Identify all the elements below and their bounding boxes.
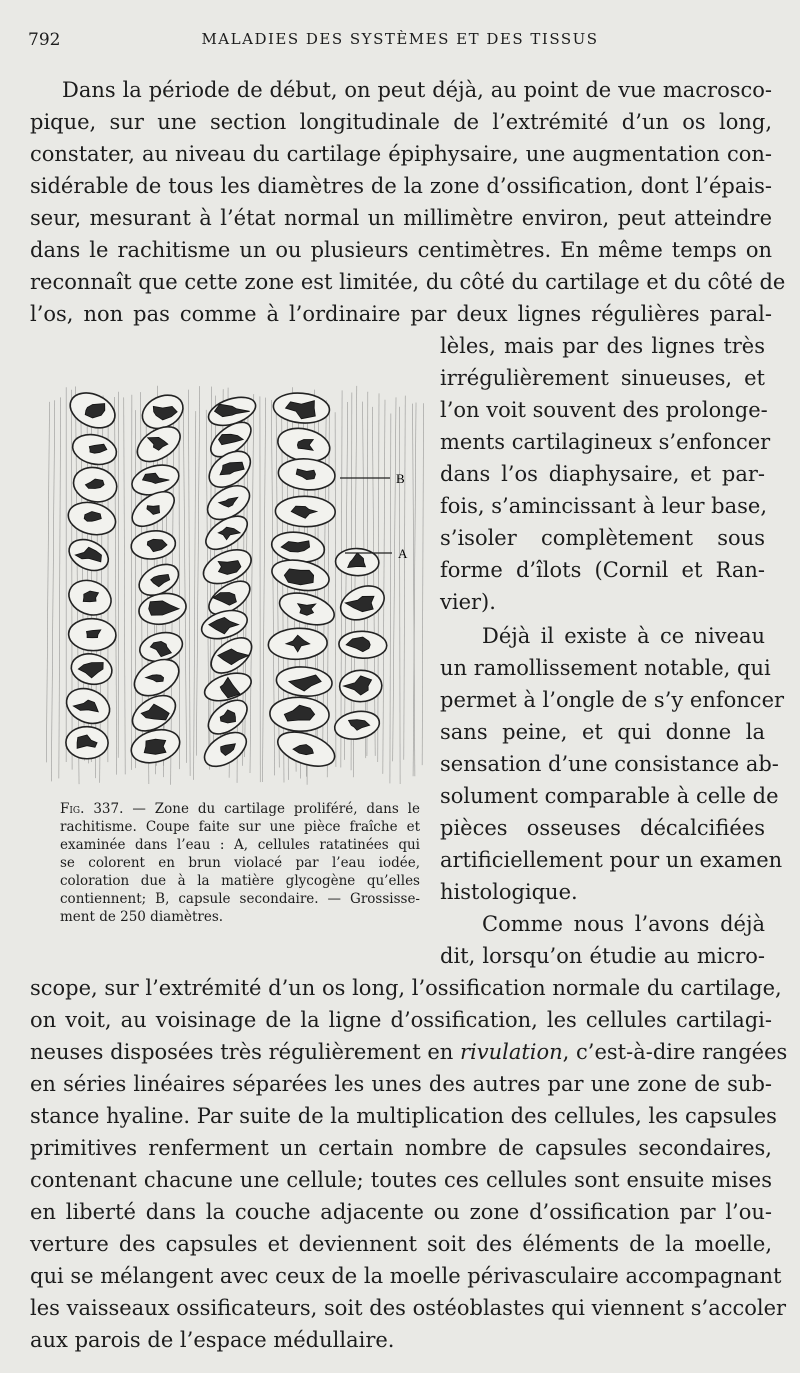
text-line: en séries linéaires séparées les unes des autres par une zone de sub- [30, 1072, 772, 1096]
caption-line: contiennent; B, capsule secondaire. — Grossisse- [60, 891, 420, 907]
running-title: MALADIES DES SYSTÈMES ET DES TISSUS [201, 30, 599, 48]
text-line: Comme nous l’avons déjà [482, 912, 765, 936]
hatch-line [124, 397, 125, 774]
figure-caption: Fig. 337. — Zone du cartilage proliféré, dans le rachitisme. Coupe faite sur une pièce fraîche et examinée dans l’eau : A, cellules ratatinées qui se colorent en brun violacé par l’eau iodée, coloration due à la matière glycogène qu’elles contiennent; B, capsule secondaire. — Grossisse- ment de 250 diamètres. [60, 801, 420, 925]
text-line: en liberté dans la couche adjacente ou zone d’ossification par l’ou- [30, 1200, 772, 1224]
hatch-line [404, 396, 405, 760]
text-line: l’on voit souvent des prolonge- [440, 398, 768, 422]
hatch-line [341, 390, 342, 767]
cell-nucleus [144, 739, 166, 754]
text-line: aux parois de l’espace médullaire. [30, 1328, 395, 1352]
text-line: sensation d’une consistance ab- [440, 752, 779, 776]
text-line: pièces osseuses décalcifiées [440, 816, 765, 840]
text-line: seur, mesurant à l’état normal un millimètre environ, peut atteindre [30, 206, 772, 230]
hatch-line [372, 407, 375, 756]
text-line: fois, s’amincissant à leur base, [440, 494, 767, 518]
hatch-line [51, 400, 54, 781]
text-line: scope, sur l’extrémité d’un os long, l’ossification normale du cartilage, [30, 976, 782, 1000]
text-line: histologique. [440, 880, 578, 904]
text-line: verture des capsules et deviennent soit des éléments de la moelle, [30, 1232, 772, 1256]
text-line: constater, au niveau du cartilage épiphysaire, une augmentation con- [30, 142, 772, 166]
hatch-line [179, 411, 180, 769]
caption-line: coloration due à la matière glycogène qu’elles [60, 873, 420, 889]
hatch-line [393, 397, 396, 761]
hatch-line [378, 393, 379, 762]
text-line: dit, lorsqu’on étudie au micro- [440, 944, 765, 968]
hatch-line [171, 398, 174, 784]
text-line: les vaisseaux ossificateurs, soit des ostéoblastes qui viennent s’accoler [30, 1296, 787, 1320]
text-line: irrégulièrement sinueuses, et [440, 366, 765, 390]
text-line: ments cartilagineux s’enfoncer [440, 430, 771, 454]
text-line: permet à l’ongle de s’y enfoncer [440, 688, 785, 712]
hatch-line [383, 400, 385, 774]
text-line: sidérable de tous les diamètres de la zone d’ossification, dont l’épais- [30, 174, 772, 198]
caption-line: examinée dans l’eau : A, cellules ratatinées qui [60, 837, 420, 853]
hatch-line [390, 413, 391, 783]
cell-nucleus [284, 569, 313, 585]
text-line: reconnaît que cette zone est limitée, du côté du cartilage et du côté de [30, 270, 786, 294]
text-line: neuses disposées très régulièrement en rivulation, c’est-à-dire rangées [30, 1040, 788, 1064]
italic-term: rivulation [459, 1040, 563, 1064]
hatch-line [196, 386, 199, 756]
text-line: artificiellement pour un examen [440, 848, 783, 872]
running-header [28, 30, 772, 56]
text-line: s’isoler complètement sous [440, 526, 765, 550]
text-line: lèles, mais par des lignes très [440, 334, 765, 358]
text-line: l’os, non pas comme à l’ordinaire par deux lignes régulières paral- [30, 302, 772, 326]
page-number: 792 [28, 30, 61, 50]
text-line: sans peine, et qui donne la [440, 720, 765, 744]
hatch-line [250, 394, 254, 773]
cartilage-figure [40, 375, 432, 795]
text-line: on voit, au voisinage de la ligne d’ossification, les cellules cartilagi- [30, 1008, 772, 1032]
caption-line: rachitisme. Coupe faite sur une pièce fraîche et [60, 819, 420, 835]
text-line: contenant chacune une cellule; toutes ces cellules sont ensuite mises [30, 1168, 772, 1192]
hatch-line [422, 403, 423, 765]
text-line: dans le rachitisme un ou plusieurs centimètres. En même temps on [30, 238, 772, 262]
hatch-line [363, 402, 366, 759]
hatch-line [188, 390, 190, 776]
text-line: dans l’os diaphysaire, et par- [440, 462, 765, 486]
hatch-line [206, 410, 209, 759]
text-line: forme d’îlots (Cornil et Ran- [440, 558, 765, 582]
text-line: pique, sur une section longitudinale de l’extrémité d’un os long, [30, 110, 772, 134]
hatch-line [344, 402, 347, 760]
hatch-line [263, 398, 266, 782]
label-b: B [396, 471, 405, 486]
hatch-line [399, 407, 400, 784]
text-line: Déjà il existe à ce niveau [482, 624, 765, 648]
hatch-line [335, 412, 336, 767]
figure-label: Fig. 337. [60, 801, 124, 817]
caption-line: ment de 250 diamètres. [60, 909, 224, 925]
text-line: vier). [440, 590, 496, 614]
text-line: Dans la période de début, on peut déjà, au point de vue macrosco- [62, 78, 772, 102]
text-line: solument comparable à celle de [440, 784, 779, 808]
text-line: primitives renferment un certain nombre de capsules secondaires, [30, 1136, 772, 1160]
text-line: qui se mélangent avec ceux de la moelle périvasculaire accompagnant [30, 1264, 782, 1288]
text-line: un ramollissement notable, qui [440, 656, 771, 680]
text-line: stance hyaline. Par suite de la multiplication des cellules, les capsules [30, 1104, 777, 1128]
label-a: A [398, 546, 408, 561]
hatch-line [59, 397, 61, 778]
hatch-line [46, 402, 49, 762]
caption-line: se colorent en brun violacé par l’eau iodée, [60, 855, 420, 871]
hatch-line [194, 411, 196, 780]
hatch-line [183, 409, 186, 763]
